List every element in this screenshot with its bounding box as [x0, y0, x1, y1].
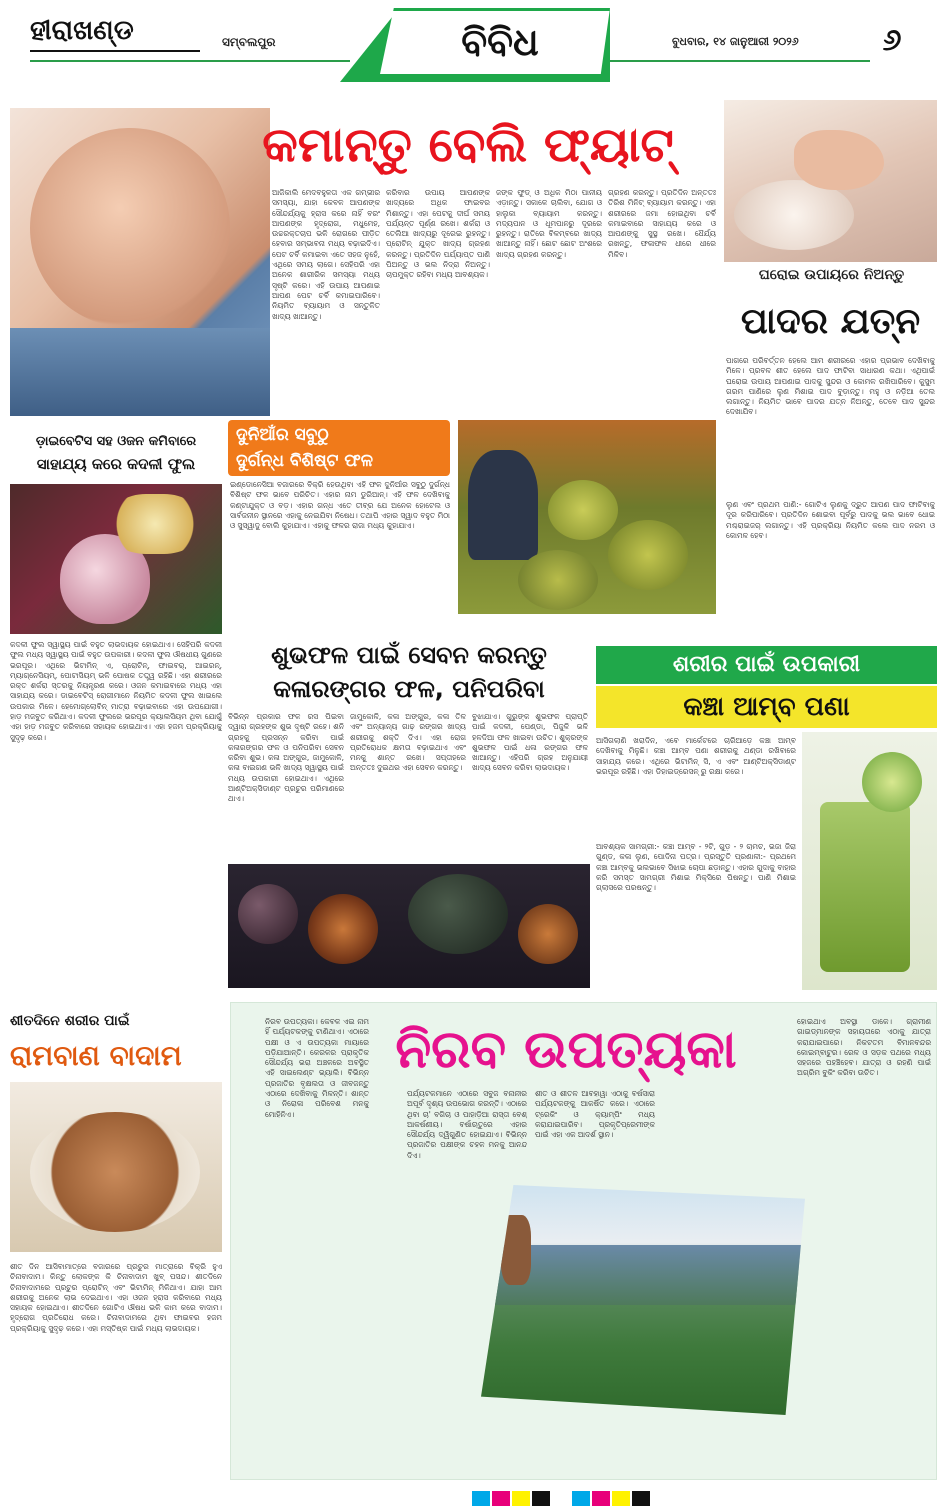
valley-col-4: ହୋଇଥାଏ ଅବସ୍ଥା ଡାକେ। ଗ୍ରାମୀଣ ଗାଇଡ୍‌ମାନଙ୍କ ସହାୟତାରେ ଏଠାକୁ ଯାତ୍ରା କରାଯାଇପାରେ। ନିକଟତମ ବିମାନବନ୍ଦର କୋଇମ୍ବାଟୁର। ରେଳ ଓ ସଡ଼କ ପଥରେ ମଧ୍ୟ ସହଜରେ ପହଞ୍ଚିହେବ। ଯାତ୍ରା ଓ ରହଣି ପାଇଁ ଅଗ୍ରିମ ବୁକିଂ କରିବା ଉଚିତ। [797, 1017, 931, 1078]
page-number: ୬ [882, 23, 902, 58]
mango-body: ଆସିଗଲାଣି ଖରାଦିନ, ଏବେ ମାର୍କେଟରେ ଚାରିଆଡ଼େ କଞ୍ଚା ଆମ୍ବ ଦେଖିବାକୁ ମିଳୁଛି। କଞ୍ଚା ଆମ୍ବ ପଣା ଶରୀରକୁ ଥଣ୍ଡା ରଖିବାରେ ସାହାଯ୍ୟ କରେ। ଏଥିରେ ଭିଟାମିନ୍ ସି, ଏ ଏବଂ ଆଣ୍ଟିଅକ୍ସିଡାଣ୍ଟ ଭରପୂର ରହିଛି। ଏହା ଡିହାଇଡ୍ରେସନ୍ ରୁ ରକ୍ଷା କରେ। [596, 736, 796, 776]
valley-photo [481, 1185, 805, 1415]
durian-title-1: ଦୁନିଆଁର ସବୁଠୁ [236, 425, 329, 445]
reg-magenta [492, 1491, 510, 1506]
durian-photo-fruit-1 [548, 480, 618, 540]
fruits-title-2: କଳାରଙ୍ଗର ଫଳ, ପନିପରିବା [273, 675, 545, 703]
almond-photo-bowl [30, 1112, 200, 1232]
belly-col-3: ଜଙ୍କ ଫୁଡ୍ ଓ ଅଧିକ ମିଠା ପାନୀୟ ଏଡ଼ାନ୍ତୁ। ସକାଳେ ଚାଲିବା, ଯୋଗ ଓ ହାଲୁକା ବ୍ୟାୟାମ କରନ୍ତୁ। ମଦ୍ୟପାନ ଓ ଧୂମପାନରୁ ଦୂରରେ ରୁହନ୍ତୁ। ରାତିରେ ବିଳମ୍ବରେ ଖାଦ୍ୟ ଖାଆନ୍ତୁ ନାହିଁ। ଛୋଟ ଛୋଟ ଅଂଶରେ ଖାଦ୍ୟ ଗ୍ରହଣ କରନ୍ତୁ। [496, 188, 602, 259]
valley-col-2: ପର୍ଯ୍ୟଟକମାନେ ଏଠାରେ ସବୁଜ ବନାନୀର ଅପୂର୍ବ ଦୃଶ୍ୟ ଉପଭୋଗ କରନ୍ତି। ଏଠାରେ ଥିବା ଚା' ବଗିଚା ଓ ପାହାଡ଼ିଆ ରାସ୍ତା ବେଶ୍ ଆକର୍ଷଣୀୟ। ବର୍ଷାଋତୁରେ ଏହାର ସୌନ୍ଦର୍ଯ୍ୟ ଦ୍ୱିଗୁଣିତ ହୋଇଯାଏ। ବିଭିନ୍ନ ପ୍ରଜାତିର ପକ୍ଷୀଙ୍କ ଚହଳ ମନକୁ ଆନନ୍ଦ ଦିଏ। [407, 1089, 527, 1160]
belly-photo-torso [30, 128, 230, 328]
fruits-photo-berry-1 [238, 884, 298, 944]
reg-magenta-2 [592, 1491, 610, 1506]
fruits-photo-half [308, 894, 378, 964]
durian-photo-fruit-3 [518, 550, 598, 610]
foot-photo-foot [794, 130, 884, 190]
date-label: ବୁଧବାର, ୧୪ ଜାନୁଆରୀ ୨୦୨୬ [672, 35, 799, 48]
belly-photo-jeans [10, 328, 270, 416]
banana-body: କଦଳୀ ଫୁଲ ସ୍ୱାସ୍ଥ୍ୟ ପାଇଁ ବହୁତ ଲାଭଦାୟକ ହୋଇଥାଏ। ସେହିପରି କଦଳୀ ଫୁଲ ମଧ୍ୟ ସ୍ୱାସ୍ଥ୍ୟ ପାଇଁ ବହୁତ ଉପକାରୀ। କଦଳୀ ଫୁଲ ଔଷଧୀୟ ଗୁଣରେ ଭରପୂର। ଏଥିରେ ଭିଟାମିନ୍ ଏ, ପ୍ରୋଟିନ୍, ଫାଇବର୍, ଆଇରନ୍, ମ୍ୟାଗ୍ନେସିୟମ୍, ପୋଟାସିୟମ୍ ଭଳି ପୋଷକ ତତ୍ତ୍ୱ ରହିଛି। ଏହା ଶରୀରରେ ରକ୍ତ ଶର୍କରା ସ୍ତରକୁ ନିୟନ୍ତ୍ରଣ କରେ। ଓଜନ କମାଇବାରେ ମଧ୍ୟ ଏହା ସାହାଯ୍ୟ କରେ। ଡାଇବେଟିସ୍ ରୋଗୀମାନେ ନିୟମିତ କଦଳୀ ଫୁଲ ଖାଇଲେ ଉପକାର ମିଳେ। ହେମୋଗ୍ଲୋବିନ୍ ମାତ୍ରା ବଢ଼ାଇବାରେ ଏହା ଉପଯୋଗୀ। ହାଡ଼ ମଜବୁତ କରିଥାଏ। କଦଳୀ ଫୁଲରେ ଭରପୂର କ୍ୟାଲସିୟମ ଥିବା ଯୋଗୁଁ ଏହା ହାଡ଼ ମଜବୁତ କରିବାରେ ସହାୟକ ହୋଇଥାଏ। ଏହା ହଜମ ପ୍ରକ୍ରିୟାକୁ ସୁଦୃଢ଼ କରେ। [10, 640, 222, 742]
fruits-photo-squash [408, 874, 508, 954]
mango-photo-slice [862, 752, 922, 812]
fruits-col-2: ଜାମୁକୋଳି, କଳା ଅଙ୍ଗୁର, କଳା ତିଳ ଏବଂ ଅନ୍ୟାନ୍ୟ ଗାଢ଼ ରଙ୍ଗର ଖାଦ୍ୟ ଶରୀରକୁ ଶକ୍ତି ଦିଏ। ଏହା ରୋଗ ପ୍ରତିରୋଧକ କ୍ଷମତା ବଢ଼ାଇଥାଏ ଏବଂ ମନକୁ ଶାନ୍ତ ରଖେ। ସପ୍ତାହରେ ଅନ୍ତତଃ ଦୁଇଥର ଏହା ସେବନ କରନ୍ତୁ। [350, 712, 466, 773]
durian-photo [458, 420, 716, 614]
city-label: ସମ୍ବଲପୁର [222, 35, 276, 49]
reg-black-2 [632, 1491, 650, 1506]
banana-photo-florets [110, 494, 200, 554]
foot-title: ପାଦର ଯତ୍ନ [740, 301, 921, 342]
reg-cyan [472, 1491, 490, 1506]
almond-photo [10, 1082, 222, 1252]
reg-black [532, 1491, 550, 1506]
valley-story [230, 1002, 937, 1480]
fruits-col-3: ବୁଝାଯାଏ। ଗୁରୁଙ୍କ ଶୁଭଫଳ ପ୍ରାପ୍ତି ପାଇଁ କଦଳୀ, ପେଣ୍ଡା, ପିଜୁଳି ଭଳି ହଳଦିଆ ଫଳ ଖାଇବା ଉଚିତ। ଶୁକ୍ରଙ୍କ ଶୁଭଫଳ ପାଇଁ ଧଳା ରଙ୍ଗର ଫଳ ଖାଆନ୍ତୁ। ଏହିପରି ଗ୍ରହ ଅନୁଯାୟୀ ଖାଦ୍ୟ ସେବନ କରିବା ଲାଭଦାୟକ। [472, 712, 588, 773]
logo-underline [30, 50, 200, 52]
mango-photo [802, 732, 937, 990]
foot-body: ପାଗରେ ପରିବର୍ତ୍ତନ ହେଲେ ଆମ ଶରୀରରେ ଏହାର ପ୍ରଭାବ ଦେଖିବାକୁ ମିଳେ। ପ୍ରବଳ ଶୀତ ହେଲେ ପାଦ ଫାଟିବା ସାଧାରଣ କଥା। ଏଥିପାଇଁ ଘରୋଇ ଉପାୟ ଆପଣାଇ ପାଦକୁ ସୁନ୍ଦର ଓ କୋମଳ ରଖିପାରିବେ। କୁସୁମ ଗରମ ପାଣିରେ ଲୁଣ ମିଶାଇ ପାଦ ବୁଡ଼ାନ୍ତୁ। ମହୁ ଓ ନଡ଼ିଆ ତେଲ ଲଗାନ୍ତୁ। ନିୟମିତ ଭାବେ ପାଦର ଯତ୍ନ ନିଅନ୍ତୁ, ତେବେ ପାଦ ସୁନ୍ଦର ଦେଖାଯିବ। [726, 356, 935, 417]
banana-title-2: ସାହାଯ୍ୟ କରେ କଦଳୀ ଫୁଲ [36, 455, 196, 473]
foot-subtitle: ଘରୋଇ ଉପାୟରେ ନିଅନ୍ତୁ [726, 262, 937, 288]
section-title: ବିବିଧ [461, 20, 539, 64]
foot-photo-bowl [734, 180, 854, 250]
belly-col-2: କରିବାର ଉପାୟ ଆପଣଙ୍କ ଖାଦ୍ୟରେ ଅଧିକ ଫାଇବର ମିଶାନ୍ତୁ। ଏହା ପେଟକୁ ଦୀର୍ଘ ସମୟ ପର୍ଯ୍ୟନ୍ତ ପୂର୍ଣ୍ଣ ରଖେ। ଶର୍କରା ଓ ତେଲିଆ ଖାଦ୍ୟରୁ ଦୂରେଇ ରୁହନ୍ତୁ। ପ୍ରୋଟିନ୍ ଯୁକ୍ତ ଖାଦ୍ୟ ଗ୍ରହଣ କରନ୍ତୁ। ପ୍ରତିଦିନ ପର୍ଯ୍ୟାପ୍ତ ପାଣି ପିଅନ୍ତୁ ଓ ଭଲ ନିଦ୍ରା ନିଅନ୍ତୁ। ଚାପମୁକ୍ତ ରହିବା ମଧ୍ୟ ଆବଶ୍ୟକ। [386, 188, 490, 280]
almond-title-2: ରାମବାଣ ବାଦାମ [10, 1039, 182, 1072]
banana-photo [10, 484, 222, 634]
fruits-title-1: ଶୁଭଫଳ ପାଇଁ ସେବନ କରନ୍ତୁ [271, 641, 547, 669]
belly-col-4: ଗ୍ରହଣ କରନ୍ତୁ। ପ୍ରତିଦିନ ଅନ୍ତତଃ ତିରିଶ ମିନିଟ୍ ବ୍ୟାୟାମ କରନ୍ତୁ। ଏହା ଶରୀରରେ ଜମା ହୋଇଥିବା ଚର୍ବି କମାଇବାରେ ସାହାଯ୍ୟ କରେ ଓ ଆପଣଙ୍କୁ ସୁସ୍ଥ ରଖେ। ଧୈର୍ଯ୍ୟ ରଖନ୍ତୁ, ଫଳାଫଳ ଧୀରେ ଧୀରେ ମିଳିବ। [608, 188, 716, 259]
reg-yellow [512, 1491, 530, 1506]
fruits-col-1: ବିଭିନ୍ନ ପ୍ରକାର ଫଳ ରସ ପିଇବା ଦ୍ୱାରା ଗ୍ରହଙ୍କ ଶୁଭ ଦୃଷ୍ଟି ରହେ। ଶନି ଗ୍ରହକୁ ପ୍ରସନ୍ନ କରିବା ପାଇଁ କଳାରଙ୍ଗର ଫଳ ଓ ପନିପରିବା ସେବନ କରିବା ଶୁଭ। କଳା ଅଙ୍ଗୁର, ଜାମୁକୋଳି, କଳା ବାଇଗଣ ଭଳି ଖାଦ୍ୟ ସ୍ୱାସ୍ଥ୍ୟ ପାଇଁ ମଧ୍ୟ ଉପକାରୀ ହୋଇଥାଏ। ଏଥିରେ ଆଣ୍ଟିଅକ୍ସିଡାଣ୍ଟ ପ୍ରଚୁର ପରିମାଣରେ ଥାଏ। [228, 712, 344, 804]
durian-photo-fruit-2 [608, 520, 688, 590]
durian-title-2: ଦୁର୍ଗନ୍ଧ ବିଶିଷ୍ଟ ଫଳ [236, 451, 373, 471]
durian-body: ଇଣ୍ଡୋନେସିଆ ବଜାରରେ ବିକ୍ରି ହେଉଥିବା ଏହି ଫଳ ଦୁନିଆଁର ସବୁଠୁ ଦୁର୍ଗନ୍ଧ ବିଶିଷ୍ଟ ଫଳ ଭାବେ ପରିଚିତ। ଏହାର ନାମ ଡୁରିଆନ୍। ଏହି ଫଳ ଦେଖିବାକୁ କଣ୍ଟାଯୁକ୍ତ ଓ ବଡ଼। ଏହାର ଗନ୍ଧ ଏତେ ତୀବ୍ର ଯେ ଅନେକ ହୋଟେଲ ଓ ସାର୍ବଜନୀନ ସ୍ଥାନରେ ଏହାକୁ ନେଇଯିବା ନିଷେଧ। ତଥାପି ଏହାର ସ୍ୱାଦ ବହୁତ ମିଠା ଓ ସୁସ୍ୱାଦୁ ବୋଲି କୁହାଯାଏ। ଏହାକୁ ଫଳର ରାଜା ମଧ୍ୟ କୁହାଯାଏ। [230, 480, 450, 531]
reg-yellow-2 [612, 1491, 630, 1506]
fruits-story [228, 638, 590, 990]
belly-story [10, 100, 718, 422]
newspaper-logo: ହୀରାଖଣ୍ଡ [30, 15, 134, 46]
mango-photo-glass [820, 802, 910, 972]
mango-title-2: କଞ୍ଚା ଆମ୍ବ ପଣା [683, 692, 850, 722]
foot-body-2: ଲୁଣ ଏବଂ ପ୍ରଥମ ପାଣି:- ଗୋଟିଏ ଲୁଣକୁ ଦ୍ରୁତ ଆପଣ ପାଦ ଫାଟିବାକୁ ଦୂର କରିପାରିବେ। ପ୍ରତିଦିନ ଶୋଇବା ପୂର୍ବରୁ ପାଦକୁ ଭଲ ଭାବେ ଧୋଇ ମଶ୍ଚରାଇଜର୍ ଲଗାନ୍ତୁ। ଏହି ପ୍ରକ୍ରିୟା ନିୟମିତ କଲେ ପାଦ ନରମ ଓ କୋମଳ ହେବ। [726, 500, 935, 540]
valley-col-1: ନିରବ ଉପତ୍ୟକା। କେବଳ ଏଇ ନାମ ହିଁ ପର୍ଯ୍ୟଟକଙ୍କୁ ଟାଣିଥାଏ। ଏଠାରେ ପକ୍ଷୀ ଓ ଏ ଉପତ୍ୟକା ମାୟାରେ ପଡ଼ିଯାଆନ୍ତି। କେରଳର ପ୍ରାକୃତିକ ସୌନ୍ଦର୍ଯ୍ୟ ଭରା ଅଞ୍ଚଳରେ ଅବସ୍ଥିତ ଏହି ସାଇଲେଣ୍ଟ ଭ୍ୟାଲି। ବିଭିନ୍ନ ପ୍ରଜାତିର ବୃକ୍ଷଲତା ଓ ଜୀବଜନ୍ତୁ ଏଠାରେ ଦେଖିବାକୁ ମିଳନ୍ତି। ଶାନ୍ତ ଓ ନିରୋଳା ପରିବେଶ ମନକୁ ମୋହିନିଏ। [265, 1017, 369, 1119]
masthead-rule [30, 60, 350, 62]
mango-title-1: ଶରୀର ପାଇଁ ଉପକାରୀ [672, 652, 861, 677]
durian-story [228, 420, 718, 616]
almond-body: ଶୀତ ଦିନ ଆସିବାମାତ୍ରେ ବଜାରରେ ପ୍ରଚୁର ମାତ୍ରାରେ ବିକ୍ରି ହୁଏ ଚିନାବାଦାମ। କିନ୍ତୁ ଲୋକଙ୍କ କି ଚିନାବାଦାମ ଖୁବ୍ ପସନ୍ଦ। ଶୀତଦିନେ ଚିନାବାଦାମରେ ପ୍ରଚୁର ପ୍ରୋଟିନ୍ ଏବଂ ଭିଟାମିନ୍ ମିଳିଥାଏ। ଯାହା ଆମ ଶରୀରକୁ ଅନେକ ଲାଭ ଦେଇଥାଏ। ଏହା ଓଜନ ହ୍ରାସ କରିବାରେ ମଧ୍ୟ ସହାୟକ ହୋଇଥାଏ। ଶୀତଦିନେ ଗୋଟିଏ ଔଷଧ ଭଳି କାମ କରେ ବାଦାମ। ହୃଦ୍‌ରୋଗ ପ୍ରତିରୋଧ କରେ। ଚିନାବାଦାମରେ ଥିବା ଫାଇବର ହଜମ ପ୍ରକ୍ରିୟାକୁ ସୁଦୃଢ଼ କରେ। ଏହା ମସ୍ତିଷ୍କ ପାଇଁ ମଧ୍ୟ ଲାଭଦାୟକ। [10, 1262, 222, 1333]
reg-cyan-2 [572, 1491, 590, 1506]
belly-title: କମାନ୍ତୁ ବେଲି ଫ୍ୟାଟ୍ [262, 117, 674, 173]
belly-col-1: ଆଜିକାଲି ମେଦବହୁଳତା ଏକ ଗମ୍ଭୀର ସମସ୍ୟା, ଯାହା କେବଳ ଆପଣଙ୍କ ସୌନ୍ଦର୍ଯ୍ୟକୁ ହ୍ରାସ କରେ ନାହିଁ ବରଂ ଆପଣଙ୍କ ହୃଦ୍‌ରୋଗ, ମଧୁମେହ, ଉଚ୍ଚରକ୍ତଚାପ ଭଳି ରୋଗରେ ପୀଡ଼ିତ ହେବାର ସମ୍ଭାବନା ମଧ୍ୟ ବଢ଼ାଇଦିଏ। ପେଟ ଚର୍ବି କମାଇବା ଏତେ ସହଜ ନୁହେଁ, ଏଥିରେ ସମୟ ଲାଗେ। ସେହିପରି ଏହା ଅନେକ ଶାରୀରିକ ସମସ୍ୟା ମଧ୍ୟ ସୃଷ୍ଟି କରେ। ଏହି ଉପାୟ ଆପଣାଇ ଆପଣ ପେଟ ଚର୍ବି କମାଇପାରିବେ। ନିୟମିତ ବ୍ୟାୟାମ ଓ ସନ୍ତୁଳିତ ଖାଦ୍ୟ ଖାଆନ୍ତୁ। [272, 188, 380, 321]
mango-body-2: ଆବଶ୍ୟକ ସାମଗ୍ରୀ:- କଞ୍ଚା ଆମ୍ବ - ୨ଟି, ଗୁଡ଼ - ୨ ଚାମଚ, ଭଜା ଜିରା ଗୁଣ୍ଡ, କଳା ଲୁଣ, ପୋଦିନା ପତ୍ର। ପ୍ରସ୍ତୁତି ପ୍ରଣାଳୀ:- ପ୍ରଥମେ କଞ୍ଚା ଆମ୍ବକୁ ଭଲଭାବେ ସିଝାଇ ଚୋପା ଛଡ଼ାନ୍ତୁ। ଏହାର ଗୁଦାକୁ ବାହାର କରି ସମସ୍ତ ସାମଗ୍ରୀ ମିଶାଇ ମିକ୍ସିରେ ପିଷନ୍ତୁ। ପାଣି ମିଶାଇ ଗ୍ଲାସରେ ପରଷନ୍ତୁ। [596, 842, 796, 893]
fruits-photo [228, 864, 590, 988]
mango-story [596, 646, 937, 992]
masthead [0, 0, 945, 88]
durian-photo-person [468, 450, 538, 560]
registration-bar [472, 1491, 672, 1506]
foot-story [724, 100, 937, 640]
valley-title: ନିରବ ଉପତ୍ୟକା [395, 1020, 737, 1080]
almond-story [10, 1000, 222, 1496]
valley-col-3: ଶୀତ ଓ ଶୀତଳ ଆବହାୱା ଏଠାକୁ ବର୍ଷସାରା ପର୍ଯ୍ୟଟକଙ୍କୁ ଆକର୍ଷିତ କରେ। ଏଠାରେ ଟ୍ରେକିଂ ଓ କ୍ୟାମ୍ପିଂ ମଧ୍ୟ କରାଯାଇପାରିବ। ପ୍ରକୃତିପ୍ରେମୀଙ୍କ ପାଇଁ ଏହା ଏକ ଆଦର୍ଶ ସ୍ଥାନ। [535, 1089, 655, 1140]
almond-title-1: ଶୀତଦିନେ ଶରୀର ପାଇଁ [10, 1013, 130, 1029]
fruits-photo-berry-2 [518, 904, 578, 964]
masthead-rule-right [610, 60, 870, 62]
banana-story [10, 432, 222, 990]
banana-title-1: ଡ଼ାଇବେଟିସ ସହ ଓଜନ କମିବାରେ [35, 434, 197, 449]
foot-photo [724, 100, 937, 262]
